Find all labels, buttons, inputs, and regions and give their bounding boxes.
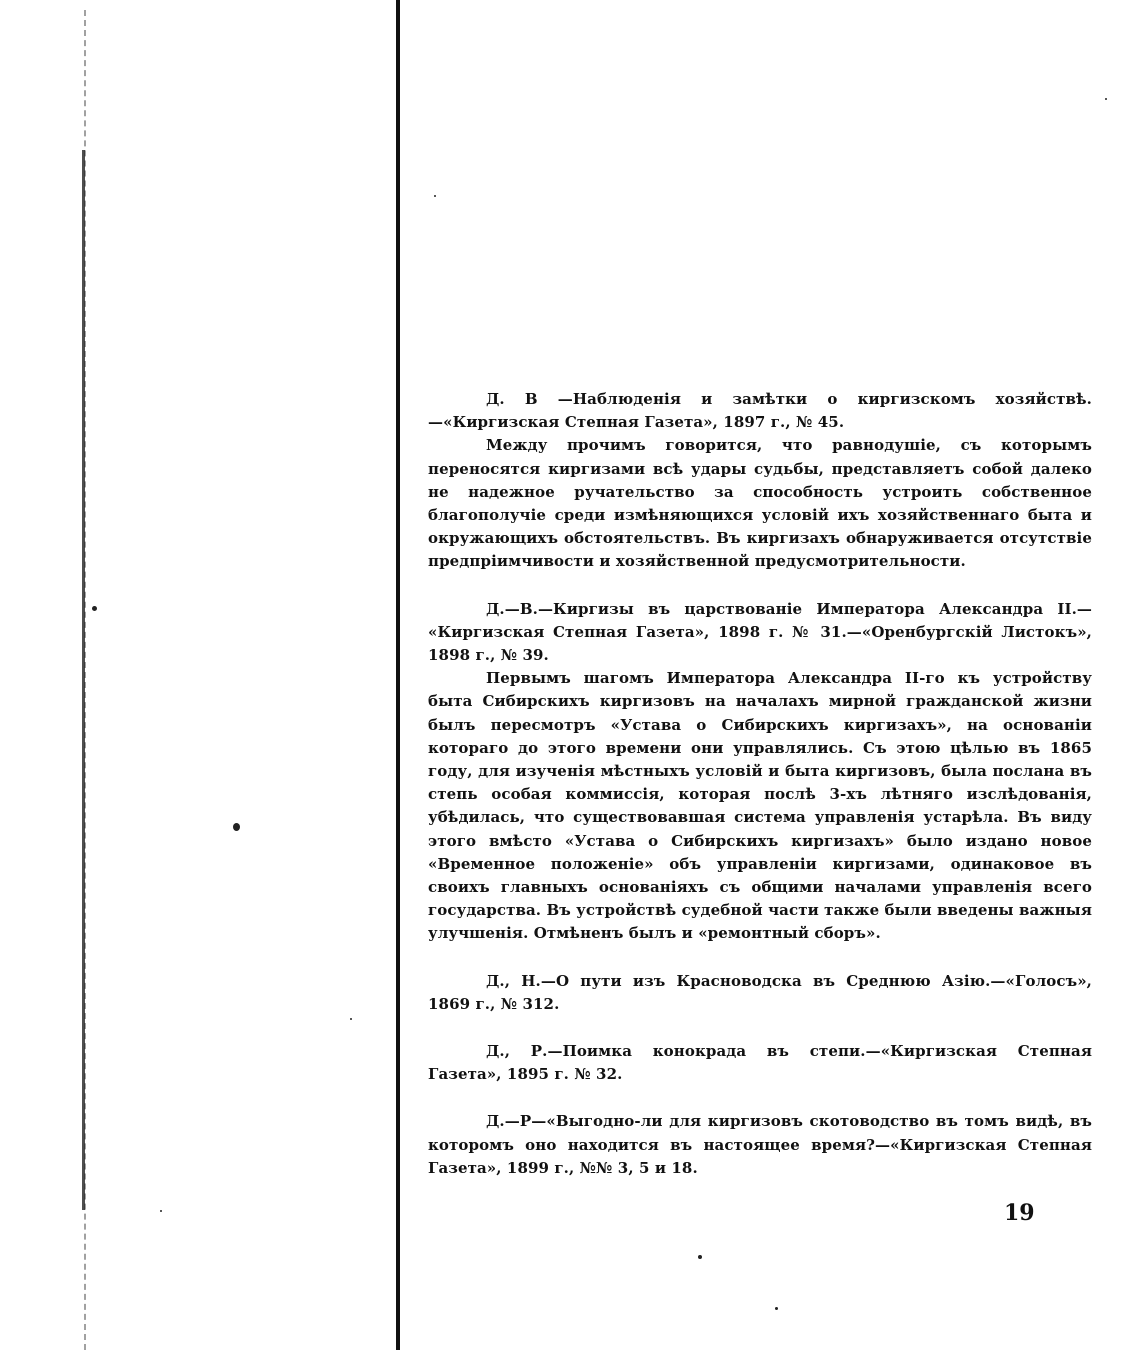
entry-heading: Д.—Р—«Выгодно-ли для киргизовъ скотоводство въ томъ видѣ, въ которомъ оно находится въ настоящее время?—«Киргизская Степная Газета», 1899 г., №№ 3, 5 и 18. xyxy=(428,1112,1092,1177)
entry-heading: Д., Н.—О пути изъ Красноводска въ Среднюю Азію.—«Голосъ», 1869 г., № 312. xyxy=(428,971,1092,1013)
scan-speck xyxy=(350,1018,352,1020)
entry-annotation: Между прочимъ говорится, что равнодушіе, съ которымъ переносятся киргизами всѣ удары судьбы, представляетъ собой далеко не надежное ручательство за способность устроить собственное благополучіе среди измѣняющихся условій ихъ хозяйственнаго быта и окружающихъ обстоятельствъ. Въ киргизахъ обнаруживается отсутствіе предпріимчивости и хозяйственной предусмотрительности. xyxy=(428,436,1092,571)
entry-heading: Д. В —Наблюденія и замѣтки о киргизскомъ хозяйствѣ. —«Киргизская Степная Газета», 1897 г., № 45. xyxy=(428,390,1092,432)
bibliography-entry xyxy=(428,1110,1092,1180)
bibliography-entries xyxy=(428,388,1092,1180)
page-gutter-line xyxy=(396,0,400,1350)
bibliography-entry xyxy=(428,598,1092,946)
entry-heading: Д.—В.—Киргизы въ царствованіе Императора Александра II.— «Киргизская Степная Газета», 1898 г. № 31.—«Оренбургскій Листокъ», 1898 г., № 39. xyxy=(428,599,1092,665)
bibliography-entry xyxy=(428,388,1092,574)
entry-annotation: Первымъ шагомъ Императора Александра II-го къ устройству быта Сибирскихъ киргизовъ на началахъ мирной гражданской жизни былъ пересмотръ «Устава о Сибирскихъ киргизахъ», на основаніи котораго до этого времени они управлялись. Съ этою цѣлью въ 1865 году, для изученія мѣстныхъ условій и быта киргизовъ, была послана въ степь особая коммиссія, которая послѣ 3-хъ лѣтняго изслѣдованія, убѣдилась, что существовавшая система управленія устарѣла. Въ виду этого вмѣсто «Устава о Сибирскихъ киргизахъ» было издано новое «Временное положеніе» объ управленіи киргизами, одинаковое въ своихъ главныхъ основаніяхъ съ общими началами управленія всего государства. Въ устройствѣ судебной части также были введены важныя улучшенія. Отмѣненъ былъ и «ремонтный сборъ». xyxy=(428,669,1092,943)
scan-speck xyxy=(1105,98,1107,100)
binding-edge-shadow xyxy=(82,150,85,1210)
scan-speck xyxy=(698,1255,702,1259)
scan-speck xyxy=(160,1210,162,1212)
entry-heading: Д., Р.—Поимка конокрада въ степи.—«Киргизская Степная Газета», 1895 г. № 32. xyxy=(428,1042,1092,1084)
scan-speck xyxy=(775,1307,778,1310)
scan-speck xyxy=(233,823,240,831)
scan-speck xyxy=(434,195,436,197)
bibliography-entry xyxy=(428,970,1092,1016)
bibliography-entry xyxy=(428,1040,1092,1086)
page-number: 19 xyxy=(1004,1200,1035,1226)
scan-speck xyxy=(92,606,97,611)
